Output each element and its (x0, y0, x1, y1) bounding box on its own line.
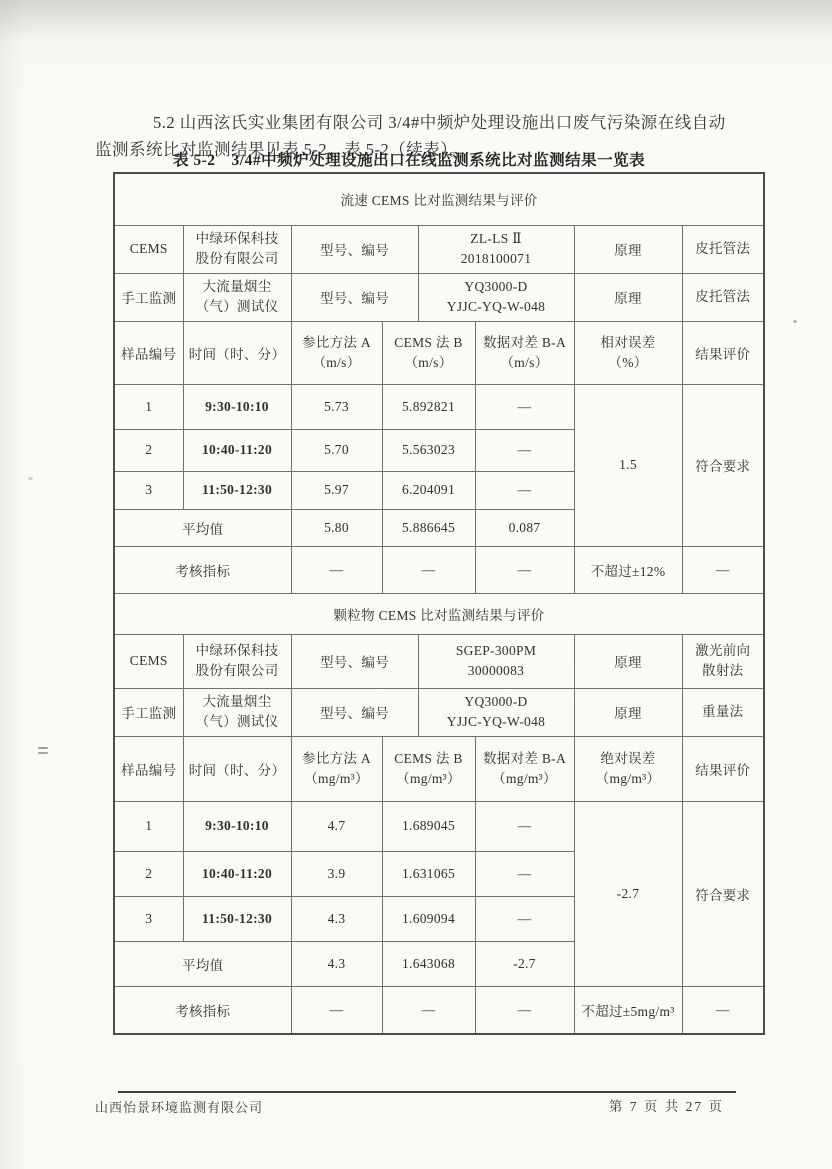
pm-manual-principle-value (682, 688, 764, 736)
pm-col-ref-label: 参比方法 A (302, 750, 371, 766)
criteria-error-limit: 不超过±5mg/m³ (574, 986, 682, 1034)
cems-value: 6.204091 (382, 471, 475, 509)
average-ref: 4.3 (291, 941, 382, 986)
scan-artifact (38, 747, 48, 749)
flow-result-evaluation: 符合要求 (682, 384, 764, 546)
pm-col-ref (291, 736, 382, 801)
pm-col-sample: 样品编号 (114, 736, 183, 801)
cems-value: 5.563023 (382, 429, 475, 471)
scan-shadow-top (0, 0, 832, 42)
footer-company: 山西怡景环境监测有限公司 (95, 1100, 264, 1115)
diff-value: — (475, 471, 574, 509)
pm-col-time: 时间（时、分） (183, 736, 291, 801)
flow-section-title: 流速 CEMS 比对监测结果与评价 (114, 173, 764, 225)
pm-result-evaluation: 符合要求 (682, 801, 764, 986)
criteria-result: — (682, 986, 764, 1034)
pm-col-ref-unit: （mg/m³） (304, 770, 369, 786)
flow-manual-model-line1: YQ3000-D (464, 279, 528, 295)
sample-time: 11:50-12:30 (183, 896, 291, 941)
ref-value: 5.70 (291, 429, 382, 471)
flow-cems-principle-label: 原理 (574, 225, 682, 273)
pm-col-diff-label: 数据对差 B-A (482, 750, 567, 766)
flow-manual-label: 手工监测 (114, 273, 183, 321)
pm-manual-device (183, 688, 291, 736)
criteria-cems: — (382, 986, 475, 1034)
flow-col-cems (382, 321, 475, 384)
flow-col-diff-unit: （m/s） (500, 354, 549, 370)
flow-col-diff-label: 数据对差 B-A (482, 334, 567, 350)
pm-manual-model-line2: YJJC-YQ-W-048 (446, 714, 546, 729)
diff-value: — (475, 801, 574, 851)
sample-time: 10:40-11:20 (183, 851, 291, 896)
diff-value: — (475, 851, 574, 896)
criteria-cems: — (382, 546, 475, 593)
flow-cems-model-line1: ZL-LS Ⅱ (470, 231, 522, 247)
paragraph-line-1: 5.2 山西泫氏实业集团有限公司 3/4#中频炉处理设施出口废气污染源在线自动 (153, 112, 726, 132)
pm-cems-principle-line2: 散射法 (702, 663, 744, 678)
flow-cems-vendor (183, 225, 291, 273)
pm-absolute-error: -2.7 (574, 801, 682, 986)
sample-time: 11:50-12:30 (183, 471, 291, 509)
ref-value: 5.97 (291, 471, 382, 509)
pm-cems-vendor-line2: 股份有限公司 (195, 663, 279, 678)
flow-cems-vendor-line1: 中绿环保科技 (195, 231, 279, 247)
flow-col-error-unit: （%） (608, 354, 648, 370)
average-label: 平均值 (114, 509, 291, 546)
pm-col-cems (382, 736, 475, 801)
pm-manual-model-field: 型号、编号 (291, 688, 418, 736)
pm-section-title: 颗粒物 CEMS 比对监测结果与评价 (114, 593, 764, 634)
flow-manual-model-value (418, 273, 574, 321)
pm-cems-principle-line1: 激光前向 (695, 643, 751, 659)
flow-data-row-1 (114, 384, 764, 429)
sample-no: 2 (114, 429, 183, 471)
footer-page-number: 第 7 页 共 27 页 (608, 1099, 724, 1114)
flow-col-cems-label: CEMS 法 B (394, 334, 463, 350)
pm-cems-principle-value (682, 634, 764, 688)
pm-manual-principle-line1: 重量法 (702, 704, 744, 720)
flow-col-cems-unit: （m/s） (404, 354, 453, 370)
cems-value: 1.689045 (382, 801, 475, 851)
flow-cems-vendor-line2: 股份有限公司 (195, 251, 279, 266)
scan-artifact (28, 477, 33, 480)
average-diff: -2.7 (475, 941, 574, 986)
pm-data-row-1 (114, 801, 764, 851)
average-cems: 5.886645 (382, 509, 475, 546)
pm-cems-model-line1: SGEP-300PM (455, 643, 537, 659)
pm-cems-label: CEMS (114, 634, 183, 688)
flow-col-ref-unit: （m/s） (312, 354, 361, 370)
flow-cems-equipment-row (114, 225, 764, 273)
flow-cems-model-field: 型号、编号 (291, 225, 418, 273)
cems-value: 5.892821 (382, 384, 475, 429)
flow-criteria-row (114, 546, 764, 593)
pm-criteria-row (114, 986, 764, 1034)
sample-no: 2 (114, 851, 183, 896)
average-ref: 5.80 (291, 509, 382, 546)
ref-value: 4.3 (291, 896, 382, 941)
pm-manual-device-line2: （气）测试仪 (195, 714, 279, 729)
flow-manual-principle-value (682, 273, 764, 321)
flow-cems-model-line2: 2018100071 (460, 251, 532, 266)
sample-time: 10:40-11:20 (183, 429, 291, 471)
sample-no: 3 (114, 471, 183, 509)
pm-manual-equipment-row (114, 688, 764, 736)
criteria-ref: — (291, 986, 382, 1034)
ref-value: 5.73 (291, 384, 382, 429)
criteria-error-limit: 不超过±12% (574, 546, 682, 593)
average-diff: 0.087 (475, 509, 574, 546)
scan-shadow-left (0, 0, 26, 1169)
pm-manual-label: 手工监测 (114, 688, 183, 736)
flow-cems-label: CEMS (114, 225, 183, 273)
flow-section-title-row (114, 173, 764, 225)
pm-cems-model-field: 型号、编号 (291, 634, 418, 688)
criteria-diff: — (475, 546, 574, 593)
flow-manual-model-line2: YJJC-YQ-W-048 (446, 299, 546, 314)
flow-col-ref (291, 321, 382, 384)
pm-cems-vendor-line1: 中绿环保科技 (195, 643, 279, 659)
sample-time: 9:30-10:10 (183, 384, 291, 429)
pm-cems-equipment-row (114, 634, 764, 688)
comparison-table (113, 172, 765, 1035)
flow-col-error-label: 相对误差 (600, 334, 656, 350)
pm-manual-model-value (418, 688, 574, 736)
criteria-diff: — (475, 986, 574, 1034)
pm-manual-principle-label: 原理 (574, 688, 682, 736)
average-label: 平均值 (114, 941, 291, 986)
pm-col-cems-unit: （mg/m³） (396, 770, 461, 786)
pm-col-diff (475, 736, 574, 801)
flow-relative-error: 1.5 (574, 384, 682, 546)
criteria-label: 考核指标 (114, 546, 291, 593)
scan-artifact (793, 320, 797, 323)
sample-no: 3 (114, 896, 183, 941)
sample-no: 1 (114, 801, 183, 851)
diff-value: — (475, 896, 574, 941)
pm-manual-model-line1: YQ3000-D (464, 694, 528, 710)
paragraph-line-2: 监测系统比对监测结果见表 5-2、表 5-2（续表）。 (95, 139, 466, 159)
cems-value: 1.609094 (382, 896, 475, 941)
pm-section-title-row (114, 593, 764, 634)
flow-manual-device-line1: 大流量烟尘 (202, 279, 272, 295)
flow-manual-equipment-row (114, 273, 764, 321)
pm-col-error-unit: （mg/m³） (595, 770, 661, 786)
flow-col-time: 时间（时、分） (183, 321, 291, 384)
pm-cems-model-value (418, 634, 574, 688)
flow-col-diff (475, 321, 574, 384)
flow-manual-device-line2: （气）测试仪 (195, 299, 279, 314)
pm-cems-principle-label: 原理 (574, 634, 682, 688)
flow-col-result: 结果评价 (682, 321, 764, 384)
pm-cems-model-line2: 30000083 (467, 663, 525, 678)
pm-col-result: 结果评价 (682, 736, 764, 801)
sample-time: 9:30-10:10 (183, 801, 291, 851)
cems-value: 1.631065 (382, 851, 475, 896)
criteria-label: 考核指标 (114, 986, 291, 1034)
pm-col-error-label: 绝对误差 (600, 750, 656, 766)
table-caption: 表 5-2 3/4#中频炉处理设施出口在线监测系统比对监测结果一览表 (173, 152, 646, 169)
average-cems: 1.643068 (382, 941, 475, 986)
flow-manual-model-field: 型号、编号 (291, 273, 418, 321)
ref-value: 3.9 (291, 851, 382, 896)
flow-manual-device (183, 273, 291, 321)
diff-value: — (475, 384, 574, 429)
flow-manual-principle-label: 原理 (574, 273, 682, 321)
flow-col-error (574, 321, 682, 384)
pm-header-row (114, 736, 764, 801)
flow-header-row (114, 321, 764, 384)
flow-cems-principle-line1: 皮托管法 (695, 241, 751, 257)
flow-col-ref-label: 参比方法 A (302, 334, 371, 350)
flow-col-sample: 样品编号 (114, 321, 183, 384)
criteria-ref: — (291, 546, 382, 593)
pm-cems-vendor (183, 634, 291, 688)
flow-cems-principle-value (682, 225, 764, 273)
pm-col-error (574, 736, 682, 801)
pm-col-cems-label: CEMS 法 B (394, 750, 463, 766)
flow-cems-model-value (418, 225, 574, 273)
pm-manual-device-line1: 大流量烟尘 (202, 694, 272, 710)
ref-value: 4.7 (291, 801, 382, 851)
criteria-result: — (682, 546, 764, 593)
pm-col-diff-unit: （mg/m³） (492, 770, 557, 786)
diff-value: — (475, 429, 574, 471)
footer-divider (118, 1091, 736, 1093)
flow-manual-principle-line1: 皮托管法 (695, 289, 751, 305)
sample-no: 1 (114, 384, 183, 429)
